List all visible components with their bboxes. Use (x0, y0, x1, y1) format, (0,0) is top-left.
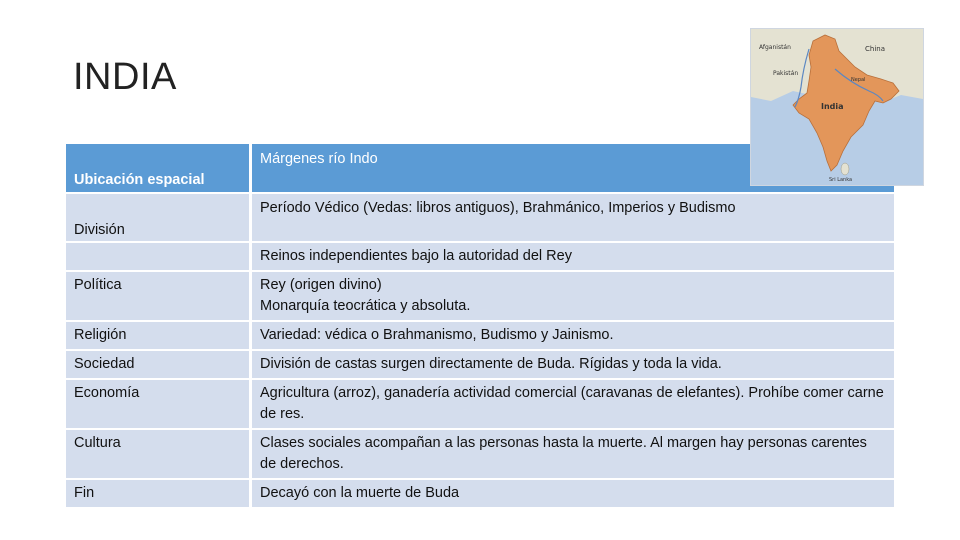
row-content: Agricultura (arroz), ganadería actividad comercial (caravanas de elefantes). Prohíbe comer carne de res. (252, 380, 894, 430)
info-table (66, 144, 894, 509)
map-label-pakistan: Pakistán (773, 70, 799, 77)
table-row-economia (66, 380, 894, 430)
row-content: Clases sociales acompañan a las personas hasta la muerte. Al margen hay personas carentes de derechos. (252, 430, 894, 480)
row-label: Fin (66, 480, 252, 509)
row-content: Márgenes río Indo (252, 144, 894, 194)
row-label: Sociedad (66, 351, 252, 380)
row-label: División (66, 194, 252, 243)
row-label: Política (66, 272, 252, 322)
row-label: Ubicación espacial (66, 144, 252, 194)
india-map-graphic (751, 29, 923, 185)
table-row-religion (66, 322, 894, 351)
row-label (66, 243, 252, 272)
table-row-division (66, 194, 894, 243)
sri-lanka-shape (841, 163, 849, 175)
row-content: Reinos independientes bajo la autoridad del Rey (252, 243, 894, 272)
row-content: División de castas surgen directamente de Buda. Rígidas y toda la vida. (252, 351, 894, 380)
map-label-nepal: Nepal (851, 77, 866, 83)
india-map (750, 28, 924, 186)
table-row-fin (66, 480, 894, 509)
row-content: Decayó con la muerte de Buda (252, 480, 894, 509)
table-row-reinos (66, 243, 894, 272)
row-label: Cultura (66, 430, 252, 480)
row-content: Rey (origen divino) Monarquía teocrática y absoluta. (252, 272, 894, 322)
slide-title: INDIA (73, 56, 177, 98)
row-content: Período Védico (Vedas: libros antiguos), Brahmánico, Imperios y Budismo (252, 194, 894, 243)
row-content: Variedad: védica o Brahmanismo, Budismo y Jainismo. (252, 322, 894, 351)
row-label: Religión (66, 322, 252, 351)
table-row-sociedad (66, 351, 894, 380)
table-row-cultura (66, 430, 894, 480)
table-row-politica (66, 272, 894, 322)
map-label-afghanistan: Afganistán (759, 44, 791, 51)
row-label: Economía (66, 380, 252, 430)
map-label-sri-lanka: Sri Lanka (829, 177, 853, 183)
map-label-india: India (821, 102, 844, 111)
map-label-china: China (865, 45, 885, 53)
